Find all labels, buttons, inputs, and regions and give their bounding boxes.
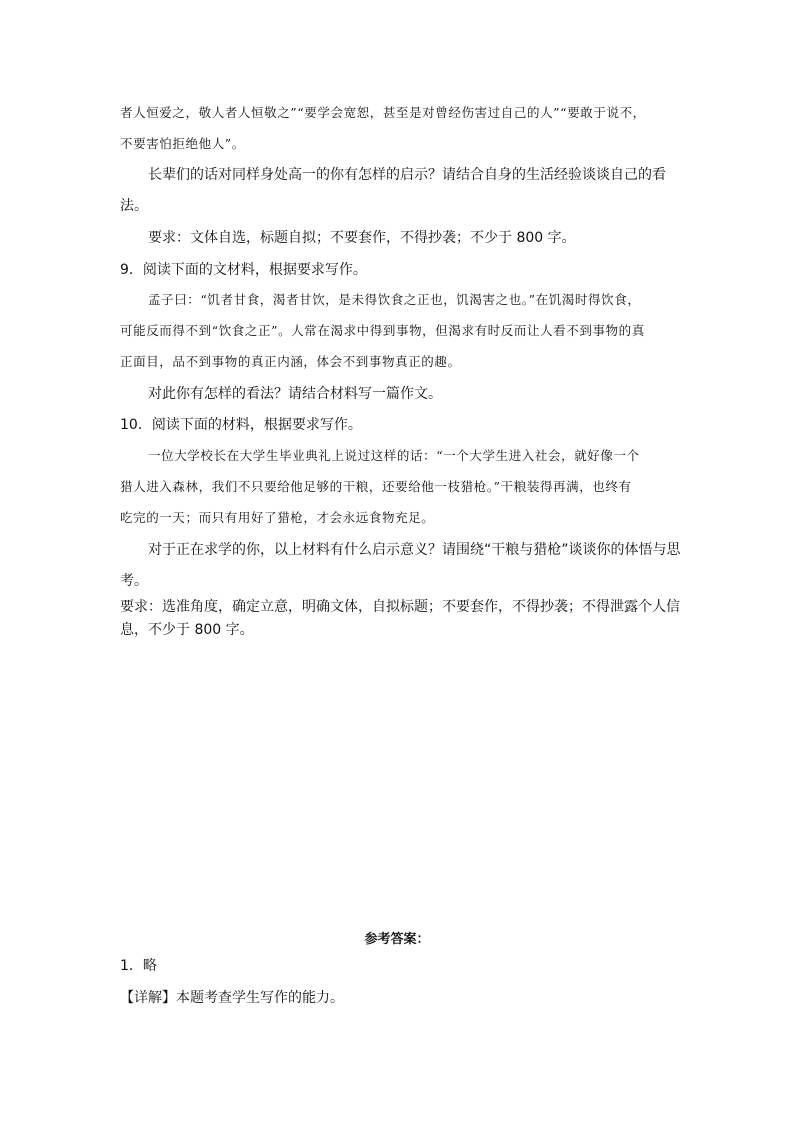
- question9-prompt: 对此你有怎样的看法？请结合材料写一篇作文。: [148, 386, 442, 402]
- passage8-prompt-line2: 法。: [120, 198, 148, 214]
- passage8-prompt-line1: 长辈们的话对同样身处高一的你有怎样的启示？请结合自身的生活经验谈谈自己的看: [148, 167, 666, 183]
- question10-quote-line3: 吃完的一天；而只有用好了猎枪，才会永远食物充足。: [120, 510, 435, 525]
- question10-requirement-line2: 息，不少于 800 字。: [120, 622, 254, 638]
- answer-item-1: 1．略: [120, 958, 157, 974]
- question10-quote-line1: 一位大学校长在大学生毕业典礼上说过这样的话：“一个大学生进入社会，就好像一个: [148, 448, 640, 463]
- answers-title: 参考答案：: [364, 932, 430, 947]
- question9-quote-line2: 可能反而得不到“饮食之正”。人常在渴求中得到事物，但渴求有时反而让人看不到事物的真: [120, 323, 645, 338]
- question9-quote-line3: 正面目，品不到事物的真正内涵，体会不到事物真正的趣。: [120, 354, 461, 369]
- question10-heading: 10．阅读下面的材料，根据要求写作。: [120, 417, 362, 433]
- question9-quote-line1: 孟子曰：“饥者甘食，渴者甘饮，是未得饮食之正也，饥渴害之也。”在饥渴时得饮食，: [148, 292, 641, 307]
- passage8-quote-line1: 者人恒爱之，敬人者人恒敬之”“要学会宽恕，甚至是对曾经伤害过自己的人”“要敢于说不，: [120, 105, 646, 120]
- question10-requirement-line1: 要求：选准角度，确定立意，明确文体，自拟标题；不要套作，不得抄袭；不得泄露个人信: [120, 599, 680, 615]
- passage8-quote-line2: 不要害怕拒绝他人”。: [120, 136, 245, 151]
- question10-quote-line2: 猎人进入森林，我们不只要给他足够的干粮，还要给他一枝猎枪。”干粮装得再满，也终有: [120, 479, 632, 494]
- question9-heading: 9．阅读下面的文材料，根据要求写作。: [120, 262, 367, 278]
- question10-prompt-line2: 考。: [120, 573, 148, 589]
- passage8-requirement: 要求：文体自选，标题自拟；不要套作，不得抄袭；不少于 800 字。: [148, 230, 576, 246]
- question10-prompt-line1: 对于正在求学的你，以上材料有什么启示意义？请围绕“干粮与猎枪”谈谈你的体悟与思: [148, 542, 681, 558]
- answer-detail: 【详解】本题考查学生写作的能力。: [120, 990, 344, 1006]
